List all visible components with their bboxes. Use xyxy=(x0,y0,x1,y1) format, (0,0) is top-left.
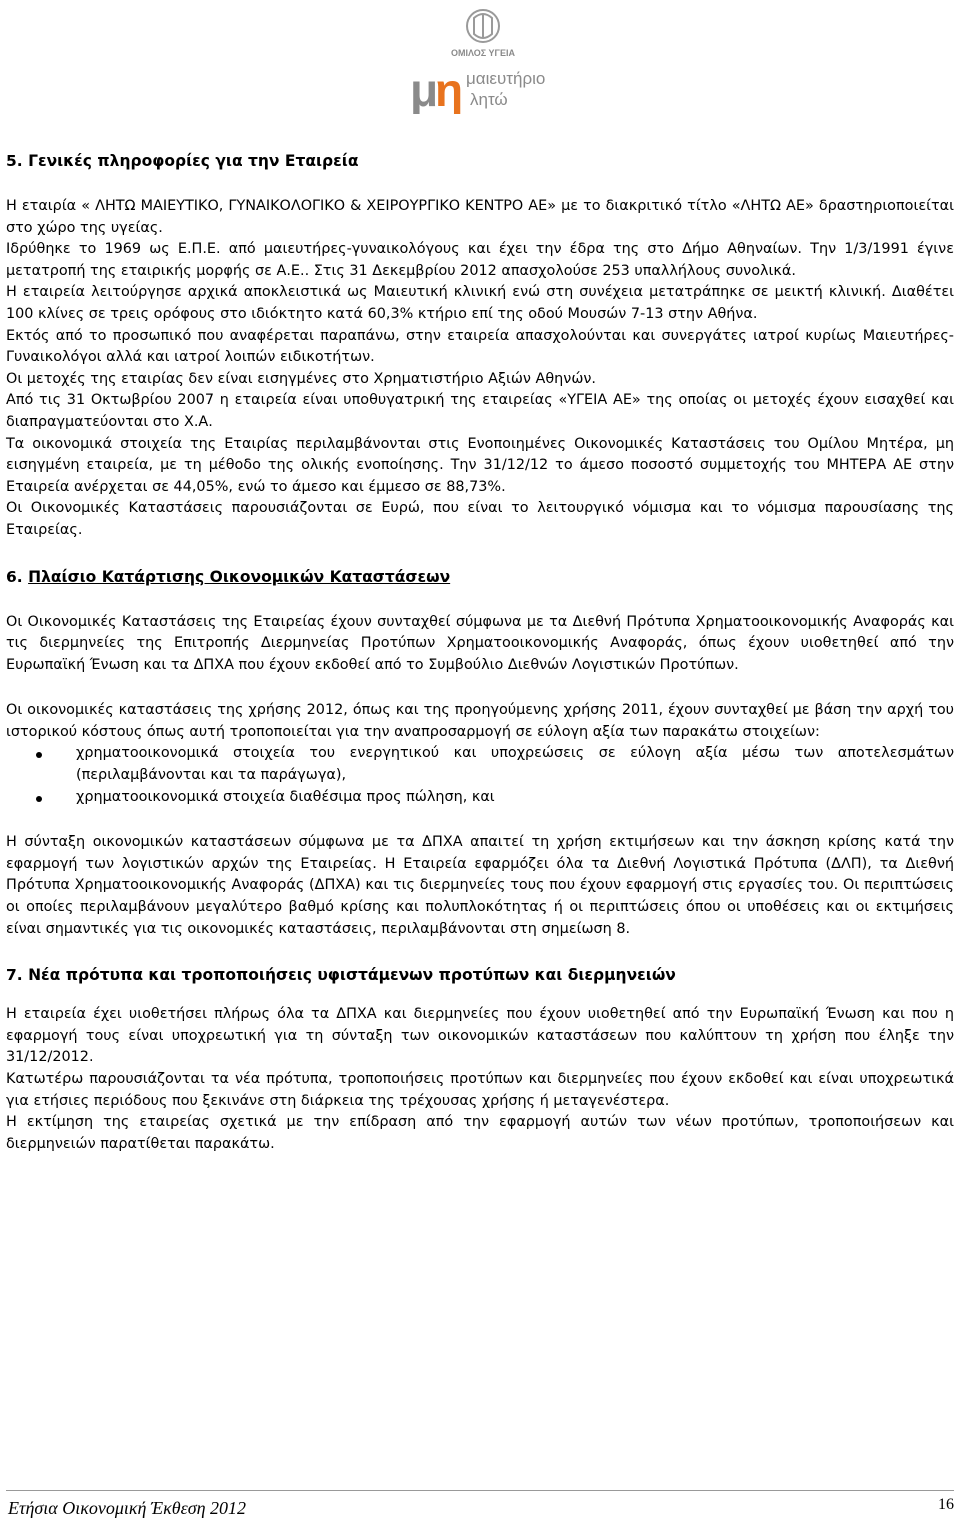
footer-divider xyxy=(6,1490,954,1491)
section-6-title: Πλαίσιο Κατάρτισης Οικονομικών Καταστάσεων xyxy=(28,567,451,586)
logo-group-name: ΟΜΙΛΟΣ ΥΓΕΙΑ xyxy=(451,48,515,58)
document-body xyxy=(6,150,954,1155)
list-item xyxy=(6,787,954,809)
logo-line2: λητώ xyxy=(470,90,508,109)
list-item-text: χρηματοοικονομικά στοιχεία διαθέσιμα προς πώληση, και xyxy=(76,788,495,805)
section-7-heading: 7. Νέα πρότυπα και τροποποιήσεις υφιστάμενων προτύπων και διερμηνειών xyxy=(6,966,676,985)
section-7-paragraph: Κατωτέρω παρουσιάζονται τα νέα πρότυπα, τροποποιήσεις προτύπων και διερμηνείες που έχουν εκδοθεί και είναι υποχρεωτικά για ετήσιες περιόδους που ξεκινάνε στη διάρκεια της τρέχουσας χρήσης ή μεταγενέστερα. xyxy=(6,1071,954,1109)
page-number: 16 xyxy=(938,1496,954,1513)
section-5-paragraph: Εκτός από το προσωπικό που αναφέρεται παραπάνω, στην εταιρεία απασχολούνται και συνεργάτες ιατροί κυρίως Μαιευτήρες-Γυναικολόγοι αλλά και ιατροί λοιπών ειδικοτήτων. xyxy=(6,327,954,366)
logo-eta-glyph: η xyxy=(435,64,464,114)
section-5-heading: 5. Γενικές πληροφορίες για την Εταιρεία xyxy=(6,152,359,170)
page-footer xyxy=(0,1490,960,1522)
section-6-number: 6. xyxy=(6,567,23,586)
company-logo xyxy=(408,4,558,114)
section-6-paragraph: Οι οικονομικές καταστάσεις της χρήσης 2012, όπως και της προηγούμενης χρήσης 2011, έχουν συνταχθεί με βάση την αρχή του ιστορικού κόστους όπως αυτή τροποποιείται για την αναπροσαρμογή σε εύλογη αξία των παρακάτω στοιχείων: xyxy=(6,702,954,740)
section-6-heading xyxy=(6,566,954,588)
list-item-text: χρηματοοικονομικά στοιχεία του ενεργητικού και υποχρεώσεις σε εύλογη αξία μέσω των αποτελεσμάτων (περιλαμβάνονται και τα παράγωγα), xyxy=(76,745,954,784)
list-item xyxy=(6,743,954,786)
section-6-paragraph: Οι Οικονομικές Καταστάσεις της Εταιρείας έχουν συνταχθεί σύμφωνα με τα Διεθνή Πρότυπα Χρηματοοικονομικής Αναφοράς και τις διερμηνείες της Επιτροπής Διερμηνείας Προτύπων Χρηματοοικονομικής Αναφοράς, όπως έχουν υιοθετηθεί από την Ευρωπαϊκή Ένωση και τα ΔΠΧΑ που έχουν εκδοθεί από το Συμβούλιο Διεθνών Λογιστικών Προτύπων. xyxy=(6,613,954,673)
section-7-paragraph: Η εκτίμηση της εταιρείας σχετικά με την επίδραση από την εφαρμογή αυτών των νέων προτύπων, τροποποιήσεων και διερμηνειών παρατίθεται παρακάτω. xyxy=(6,1114,954,1152)
section-5-paragraph: Η εταιρεία λειτούργησε αρχικά αποκλειστικά ως Μαιευτική κλινική ενώ στη συνέχεια μετατράπηκε σε μεικτή κλινική. Διαθέτει 100 κλίνες σε τρεις ορόφους στο ιδιόκτητο κατά 60,3% κτήριο επί της οδού Μουσών 7-13 στην Αθήνα. xyxy=(6,284,954,322)
section-6-paragraph: Η σύνταξη οικονομικών καταστάσεων σύμφωνα με τα ΔΠΧΑ απαιτεί τη χρήση εκτιμήσεων και την άσκηση κρίσης κατά την εφαρμογή των λογιστικών αρχών της Εταιρείας. Η Εταιρεία εφαρμόζει όλα τα Διεθνή Λογιστικά Πρότυπα (ΔΛΠ), τα Διεθνή Πρότυπα Χρηματοοικονομικής Αναφοράς (ΔΠΧΑ) και τις διερμηνείες τους που έχουν εφαρμογή στις εργασίες του. Οι περιπτώσεις οι οποίες περιλαμβάνουν μεγαλύτερο βαθμό κρίσης και πολυπλοκότητας ή οι περιπτώσεις όπου οι υποθέσεις και οι εκτιμήσεις είναι σημαντικές για τις οικονομικές καταστάσεις, περιλαμβάνονται στη σημείωση 8. xyxy=(6,834,954,937)
section-5-paragraph: Η εταιρία « ΛΗΤΩ ΜΑΙΕΥΤΙΚΟ, ΓΥΝΑΙΚΟΛΟΓΙΚΟ & ΧΕΙΡΟΥΡΓΙΚΟ ΚΕΝΤΡΟ ΑΕ» με το διακριτικό τίτλο «ΛΗΤΩ ΑΕ» δραστηριοποιείται στο χώρο της υγείας. xyxy=(6,198,954,236)
logo-mu-glyph: μ xyxy=(410,64,439,114)
bullet-icon xyxy=(36,796,42,802)
section-5-paragraph: Ιδρύθηκε το 1969 ως Ε.Π.Ε. από μαιευτήρες-γυναικολόγους και έχει την έδρα της στο Δήμο Αθηναίων. Την 1/3/1991 έγινε μετατροπή της εταιρικής μορφής σε Α.Ε.. Στις 31 Δεκεμβρίου 2012 απασχολούσε 253 υπαλλήλους συνολικά. xyxy=(6,241,954,279)
logo-line1: μαιευτήριο xyxy=(466,69,546,88)
section-7-paragraph: Η εταιρεία έχει υιοθετήσει πλήρως όλα τα ΔΠΧΑ και διερμηνείες που έχουν υιοθετηθεί από την Ευρωπαϊκή Ένωση και που η εφαρμογή τους είναι υποχρεωτική για τη σύνταξη των οικονομικών καταστάσεων που καλύπτουν τη χρήση που έληξε την 31/12/2012. xyxy=(6,1006,954,1066)
footer-report-title: Ετήσια Οικονομική Έκθεση 2012 xyxy=(8,1498,247,1518)
valuation-bullet-list xyxy=(6,743,954,808)
section-5-paragraph: Οι μετοχές της εταιρίας δεν είναι εισηγμένες στο Χρηματιστήριο Αξιών Αθηνών. xyxy=(6,370,597,387)
section-5-paragraph: Οι Οικονομικές Καταστάσεις παρουσιάζονται σε Ευρώ, που είναι το λειτουργικό νόμισμα και το νόμισμα παρουσίασης της Εταιρείας. xyxy=(6,500,954,538)
section-5-paragraph: Από τις 31 Οκτωβρίου 2007 η εταιρεία είναι υποθυγατρική της εταιρείας «ΥΓΕΙΑ ΑΕ» της οποίας οι μετοχές έχουν εισαχθεί και διαπραγματεύονται στο Χ.Α. xyxy=(6,392,954,430)
section-5-paragraph: Τα οικονομικά στοιχεία της Εταιρίας περιλαμβάνονται στις Ενοποιημένες Οικονομικές Καταστάσεις του Ομίλου Μητέρα, μη εισηγμένη εταιρεία, με τη μέθοδο της ολικής ενοποίησης. Την 31/12/12 το άμεσο ποσοστό συμμετοχής του ΜΗΤΕΡΑ ΑΕ στην Εταιρεία ανέρχεται σε 44,05%, ενώ το άμεσο και έμμεσο σε 88,73%. xyxy=(6,435,954,495)
bullet-icon xyxy=(36,752,42,758)
ygeia-group-logo-graphic xyxy=(408,4,558,114)
